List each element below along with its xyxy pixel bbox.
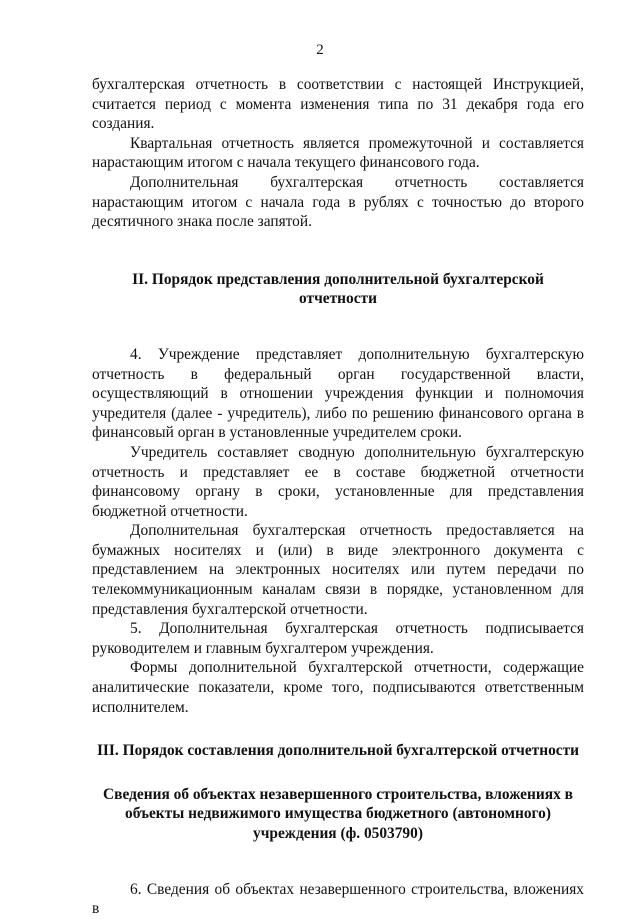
paragraph-continuation: бухгалтерская отчетность в соответствии с настоящей Инструкцией, считается период с момента изменения типа по 31 декабря года его создания.	[92, 76, 584, 133]
paragraph-item-6: 6. Сведения об объектах незавершенного строительства, вложениях в	[92, 880, 584, 918]
paragraph-media: Дополнительная бухгалтерская отчетность предоставляется на бумажных носителях и (или) в виде электронного документа с представлением на электронных носителях или путем передачи по телекоммуникационным каналам связи в порядке, установленном для представления бухгалтерской отчетности.	[92, 522, 584, 618]
paragraph-item-5: 5. Дополнительная бухгалтерская отчетность подписывается руководителем и главным бухгалтером учреждения.	[92, 620, 584, 657]
page-number: 2	[316, 42, 324, 58]
paragraph-founder: Учредитель составляет сводную дополнительную бухгалтерскую отчетность и представляет ее в составе бюджетной отчетности финансовому органу в сроки, установленные для представления бюджетной отчетности.	[92, 443, 584, 520]
section-3-heading: III. Порядок составления дополнительной бухгалтерской отчетности	[96, 742, 580, 760]
paragraph-accrual: Дополнительная бухгалтерская отчетность составляется нарастающим итогом с начала года в рублях с точностью до второго десятичного знака после запятой.	[92, 173, 584, 231]
paragraph-forms: Формы дополнительной бухгалтерской отчетности, содержащие аналитические показатели, кроме того, подписываются ответственным исполнителем.	[92, 659, 584, 716]
paragraph-item-4: 4. Учреждение представляет дополнительную бухгалтерскую отчетность в федеральный орган государственной власти, осуществляющий в отношении учреждения функции и полномочия учредителя (далее - учредитель), либо по решению финансового органа в финансовый орган в установленные учредителем сроки.	[92, 345, 584, 442]
document-body	[92, 75, 584, 919]
subsection-heading: Сведения об объектах незавершенного строительства, вложениях в объекты недвижимого имущества бюджетного (автономного) учреждения (ф. 0503790)	[103, 785, 573, 842]
section-2-heading: II. Порядок представления дополнительной бухгалтерской отчетности	[132, 270, 544, 308]
paragraph-quarterly: Квартальная отчетность является промежуточной и составляется нарастающим итогом с начала текущего финансового года.	[92, 134, 584, 172]
